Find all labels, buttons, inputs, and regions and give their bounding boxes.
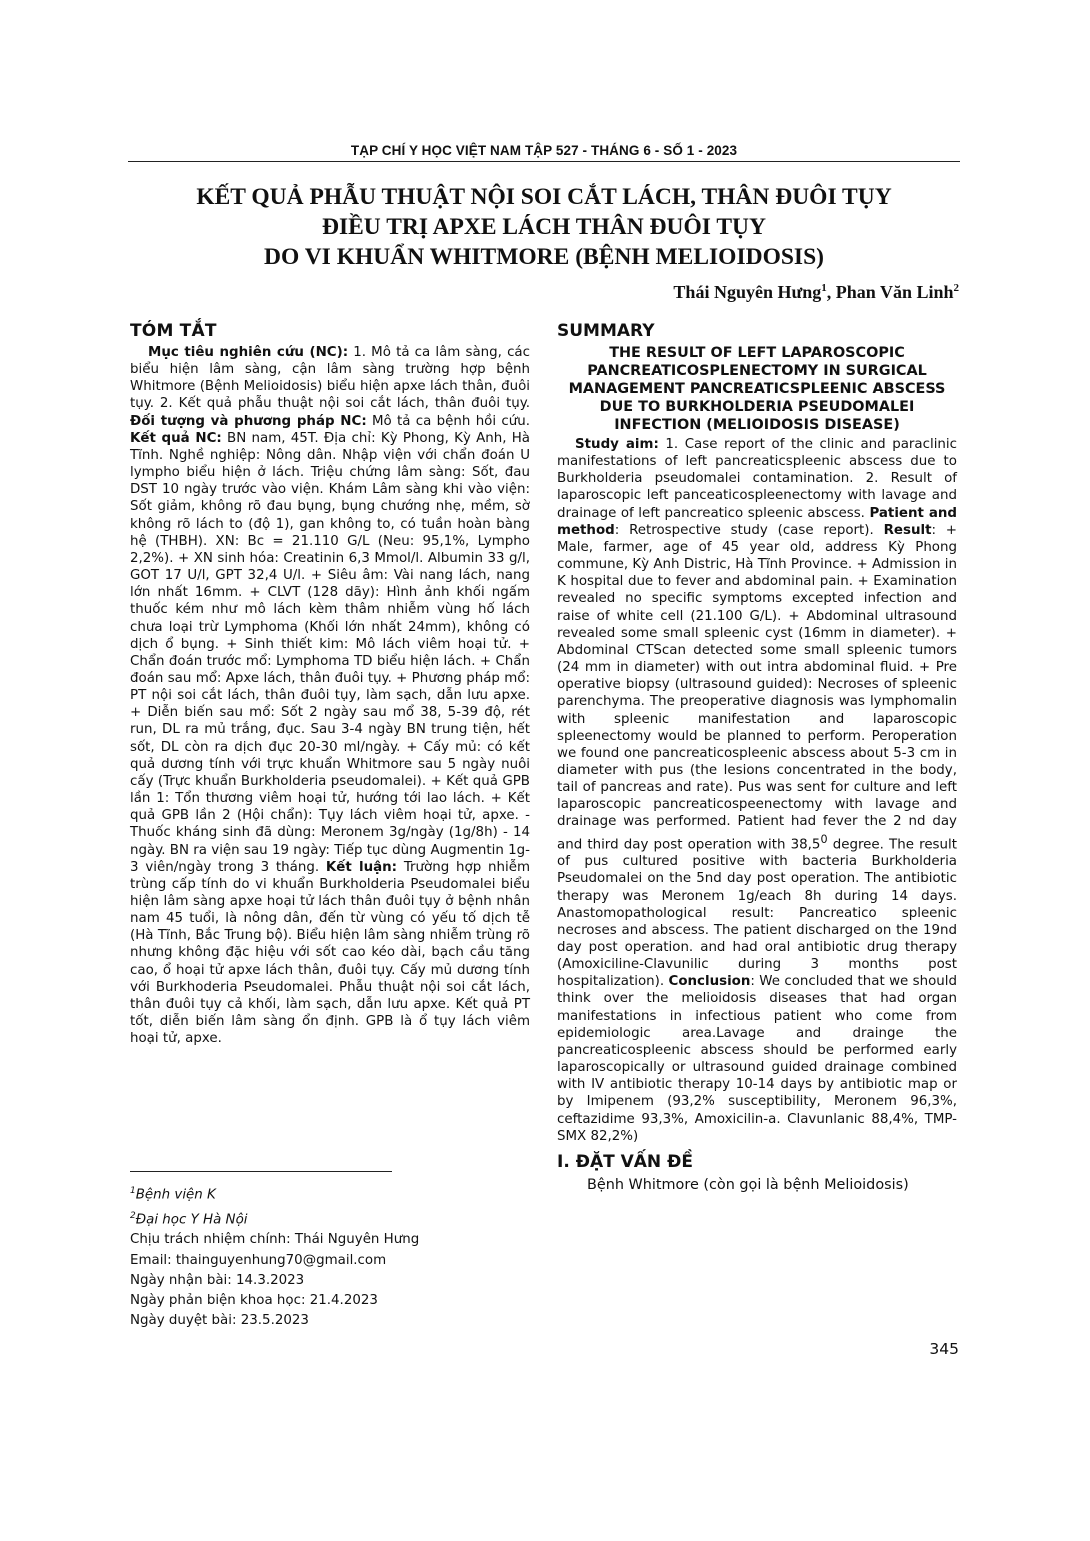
section-heading: I. ĐẶT VẤN ĐỀ [557,1151,693,1172]
received-date: Ngày nhận bài: 14.3.2023 [130,1272,305,1288]
author-separator: , [826,282,836,302]
affiliation-marker: 2 [130,1210,136,1221]
conclusion-text: : We concluded that we should think over the melioidosis diseases that had organ manifestations in infectious patient who come from epidemiologic area.Lavage and drainge the pancreaticospleenic abscess should be performed early laparoscopically or ultrasound guided drainage combined with IV antibiotic therapy 10-14 days by antibiotic map or by Imipenem (93,2% susceptibility, Meronem 96,3%, ceftazidime 93,3%, Amoxicilin-a. Clavunlanic 88,4%, TMP-SMX 82,2%) [557,974,957,1144]
method-label: Patient and method [557,505,957,538]
affiliation-text: Bệnh viện K [135,1187,216,1203]
affiliation-2 [130,1206,530,1231]
footnote-rule [130,1171,392,1172]
affiliation-marker: 2 [953,282,959,294]
author-name: Phan Văn Linh [835,282,954,302]
method-text: : Retrospective study (case report). [614,522,884,538]
running-header: TẠP CHÍ Y HỌC VIỆT NAM TẬP 527 - THÁNG 6 - SỐ 1 - 2023 [350,143,738,158]
method-text: Mô tả ca bệnh hồi cứu. [366,413,530,429]
title-line-2: ĐIỀU TRỊ APXE LÁCH THÂN ĐUÔI TỤY [322,214,766,240]
accepted-date: Ngày duyệt bài: 23.5.2023 [130,1313,309,1329]
page-number: 345 [929,1340,959,1358]
header-rule [128,161,960,162]
result-text-continued: degree. The result of pus cultured positive with bacteria Burkholderia Pseudomalei on the 5nd day post operation. The antibiotic therapy was Meronem 1g/each 8h during 14 days. Anastomopathological result: Pancreatico spleenic necroses and abscess. The patient discharged on the 19nd day post operation. and had oral antibiotic drug therapy (Amoxiciline-Clavunilic during 3 months post hospitalization). [557,837,957,990]
result-label: Result [883,522,932,538]
abstract-heading: TÓM TẮT [130,321,217,341]
summary-title: THE RESULT OF LEFT LAPAROSCOPIC PANCREATICOSPLENECTOMY IN SURGICAL MANAGEMENT PANCREATICSPLEENIC ABSCESS DUE TO BURKHOLDERIA PSEUDOMALEI INFECTION (MELIOIDOSIS DISEASE) [568,345,946,433]
abstract-paragraph [130,344,530,1047]
affiliation-text: Đại học Y Hà Nội [135,1212,248,1228]
author-name: Thái Nguyên Hưng [673,282,822,302]
left-column [130,320,530,1047]
aim-label: Mục tiêu nghiên cứu (NC): [148,345,349,360]
right-column [557,320,957,1195]
aim-text: 1. Case report of the clinic and paraclinic manifestations of left pancreaticspleenic abscess due to Burkholderia pseudomalei contamination. 2. Result of laparoscopic left panceaticospleenectomy with lavage and drainage of left pancreatico spleenic abscess. [557,437,957,521]
title-line-3: DO VI KHUẨN WHITMORE (BỆNH MELIOIDOSIS) [264,244,824,270]
affiliation-1 [130,1181,530,1206]
affiliation-marker: 1 [130,1186,136,1196]
affiliation-marker: 1 [821,282,827,294]
conclusion-label: Conclusion [668,974,751,990]
result-text: BN nam, 45T. Địa chỉ: Kỳ Phong, Kỳ Anh, Hà Tĩnh. Nghề nghiệp: Nông dân. Nhập viện với chẩn đoán U lympho biểu hiện ở lách. Triệu chứng lâm sàng: Sốt, đau DST 10 ngày trước vào viện. Khám Lâm sàng khi vào viện: Sốt giảm, không rõ đau bụng, bụng chướng nhẹ, mềm, sờ không rõ lách to (độ 1), gan không to, có tuần hoàn bàng hệ (THBH). XN: Bc = 21.110 G/L (Neu: 95,1%, Lympho 2,2%). + XN sinh hóa: Creatinin 6,3 Mmol/l. Albumin 33 g/l, GOT 17 U/l, GPT 32,4 U/l. + Siêu âm: Vài nang lách, nang lớn nhất 16mm. + CLVT (128 dãy): Hình ảnh khối ngấm thuốc kém như mô lách kèm thâm nhiễm vùng hố lách chưa loại trừ Lymphoma (Khối lớn nhất 24mm), không có dịch ổ bụng. + Sinh thiết kim: Mô lách viêm hoại tử. + Chẩn đoán trước mổ: Lymphoma TD biểu hiện lách. + Chẩn đoán sau mổ: Apxe lách, thân đuôi tụy. + Phương pháp mổ: PT nội soi cắt lách, thân đuôi tụy, làm sạch, dẫn lưu apxe. + Diễn biến sau mổ: Sốt 2 ngày sau mổ 38, 5-39 độ, rét run, DL ra mủ trắng, đục. Sau 3-4 ngày BN trung tiện, hết sốt, DL còn ra dịch đục 20-30 ml/ngày. + Cấy mủ: có kết quả dương tính với trực khuẩn Whitmore sau 5 ngày nuôi cấy (Trực khuẩn Burkholderia pseudomalei). + Kết quả GPB lần 1: Tổn thương viêm hoại tử, hướng tới lao lách. + Kết quả GPB lần 2 (Hội chẩn): Tụy lách viêm hoại tử, apxe. - Thuốc kháng sinh đã dùng: Meronem 3g/ngày (1g/8h) - 14 ngày. BN ra viện sau 19 ngày: Tiếp tục dùng Augmentin 1g-3 viên/ngày trong 3 tháng. [130,430,530,875]
article-title [128,182,960,272]
aim-label: Study aim: [575,437,659,452]
result-text: : + Male, farmer, age of 45 year old, address Kỳ Phong commune, Kỳ Anh Distric, Hà Tĩnh Province. + Admission in K hospital due to fever and abdominal pain. + Examination revealed no specific symptoms excepted infection and raise of white cell (21.100 G/L). + Abdominal ultrasound revealed some small spleenic cyst (16mm in diameter). + Abdominal CTScan detected some small spleenic tumors (24 mm in diameter) with out intra abdominal fluid. + Pre operative biopsy (ultrasound guided): Necroses of spleenic parenchyma. The preoperative diagnosis was lymphomalin with spleenic manifestation and laparoscopic spleenectomy would be planned to perform. Peroperation we found one pancreaticospleenic abscess about 5-3 cm in diameter with pus (the lesions concentrated in the body, tail of pancreas and rate). Pus was sent for culture and left laparoscopic pancreaticospeenectomy with lavage and drainage was performed. Patient had fever the 2 nd day and third day post operation with 38,5 [557,522,957,853]
degree-superscript: 0 [820,832,828,846]
author-list [673,282,959,303]
email-line: Email: thainguyenhung70@gmail.com [130,1252,387,1268]
footnotes [130,1181,530,1331]
aim-text: 1. Mô tả ca lâm sàng, các biểu hiện lâm sàng, cận lâm sàng trường hợp bệnh Whitmore (Bệnh Melioidosis) biểu hiện apxe lách thân, đuôi tụy. 2. Kết quả phẫu thuật nội soi cắt lách, thân đuôi tụy. [130,345,531,412]
review-date: Ngày phản biện khoa học: 21.4.2023 [130,1292,378,1308]
section-intro-text: Bệnh Whitmore (còn gọi là bệnh Melioidosis) [587,1176,909,1193]
result-label: Kết quả NC: [130,430,222,446]
summary-paragraph [557,436,957,1145]
summary-heading: SUMMARY [557,321,655,341]
title-line-1: KẾT QUẢ PHẪU THUẬT NỘI SOI CẮT LÁCH, THÂN ĐUÔI TỤY [196,184,892,210]
conclusion-text: Trường hợp nhiễm trùng cấp tính do vi khuẩn Burkholderia Pseudomalei biểu hiện lâm sàng apxe hoại tử lách thân đuôi tụy ở bệnh nhân nam 45 tuổi, là nông dân, đến từ vùng có yếu tố dịch tễ (Hà Tĩnh, Bắc Trung bộ). Biểu hiện lâm sàng nhiễm trùng rõ nhưng không đặc hiệu với sốt cao kéo dài, bạch cầu tăng cao, ổ hoại tử apxe lách thân, đuôi tụy. Cấy mủ dương tính với Burkhoderia Pseudomalei. Phẫu thuật nội soi cắt lách, thân đuôi tụy cả khối, làm sạch, dẫn lưu apxe. Kết quả PT tốt, diễn biến lâm sàng ổn định. GPB là ổ tụy lách viêm hoại tử, apxe. [130,859,530,1047]
method-label: Đối tượng và phương pháp NC: [130,413,367,429]
corresponding-author: Chịu trách nhiệm chính: Thái Nguyên Hưng [130,1232,420,1248]
conclusion-label: Kết luận: [325,859,398,875]
